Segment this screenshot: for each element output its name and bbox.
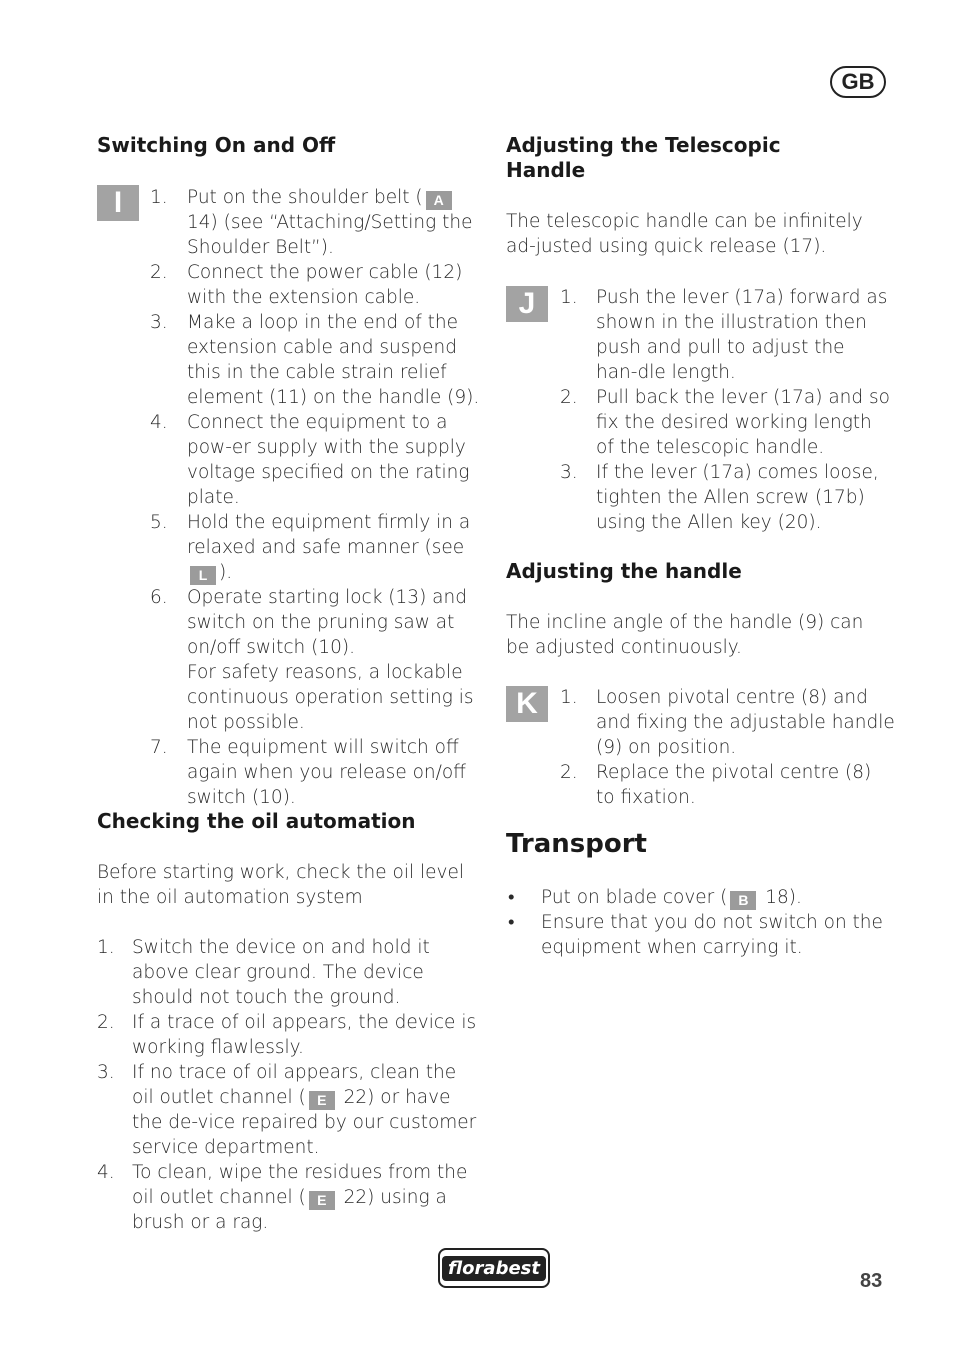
section-title-handle: Adjusting the handle bbox=[506, 559, 742, 583]
list-item: 1. Push the lever (17a) forward as shown in the illustration then push and pull to adjust the han-dle length. bbox=[560, 287, 888, 383]
page-number: 83 bbox=[860, 1270, 883, 1292]
list-item: 4. To clean, wipe the residues from the oil outlet channel ( E 22) using a brush or a rag. bbox=[97, 1162, 468, 1233]
figure-marker-j: J bbox=[506, 286, 548, 322]
list-item: 5. Hold the equipment firmly in a relaxed and safe manner (see L ). bbox=[150, 512, 471, 583]
list-item: 7. The equipment will switch off again when you release on/off switch (10). bbox=[150, 737, 466, 808]
figure-ref-badge: B bbox=[730, 891, 756, 910]
list-item: 6. Operate starting lock (13) and switch on the pruning saw at on/off switch (10). For safety reasons, a lockable continuous operation setting is not possible. bbox=[150, 587, 474, 733]
oil-steps-list bbox=[97, 935, 482, 1235]
handle-intro-text: The incline angle of the handle (9) can be adjusted continuously. bbox=[506, 612, 864, 658]
list-item: 2. Replace the pivotal centre (8) to fixation. bbox=[560, 762, 872, 808]
list-item: 3. If the lever (17a) comes loose, tighten the Allen screw (17b) using the Allen key (20). bbox=[560, 462, 879, 533]
list-item: 4. Connect the equipment to a pow-er supply with the supply voltage specified on the rating plate. bbox=[150, 412, 470, 508]
list-item: 1. Loosen pivotal centre (8) and and fixing the adjustable handle (9) on position. bbox=[560, 687, 895, 758]
telescopic-intro-text: The telescopic handle can be infinitely ad-justed using quick release (17). bbox=[506, 211, 863, 257]
oil-intro-text: Before starting work, check the oil level in the oil automation system bbox=[97, 862, 465, 908]
list-item: 2. If a trace of oil appears, the device is working flawlessly. bbox=[97, 1012, 477, 1058]
list-item: 1. Put on the shoulder belt ( A 14) (see “Attaching/Setting the Shoulder Belt”). bbox=[150, 187, 473, 258]
list-item: 3. Make a loop in the end of the extension cable and suspend this in the cable strain relief element (11) on the handle (9). bbox=[150, 312, 480, 408]
list-item: 1. Switch the device on and hold it above clear ground. The device should not touch the ground. bbox=[97, 937, 430, 1008]
figure-ref-badge: L bbox=[190, 566, 216, 585]
figure-ref-badge: A bbox=[426, 191, 452, 210]
switching-steps-list bbox=[150, 185, 482, 810]
section-title-transport: Transport bbox=[506, 829, 647, 859]
section-title-oil: Checking the oil automation bbox=[97, 809, 416, 833]
figure-marker-i: I bbox=[97, 185, 139, 221]
list-item: 2. Pull back the lever (17a) and so fix the desired working length of the telescopic handle. bbox=[560, 387, 890, 458]
brand-logo: florabest bbox=[438, 1248, 550, 1288]
list-item: 3. If no trace of oil appears, clean the oil outlet channel ( E 22) or have the de-vice repaired by our customer service department. bbox=[97, 1062, 477, 1158]
section-title-switching: Switching On and Off bbox=[97, 133, 336, 157]
handle-steps-list bbox=[560, 685, 895, 810]
transport-bullets-list bbox=[506, 885, 890, 960]
list-item: • Ensure that you do not switch on the equipment when carrying it. bbox=[508, 912, 883, 958]
figure-ref-badge: E bbox=[309, 1091, 335, 1110]
section-title-telescopic: Adjusting the Telescopic Handle bbox=[506, 133, 781, 182]
telescopic-steps-list bbox=[560, 285, 890, 535]
figure-marker-k: K bbox=[506, 686, 548, 722]
list-item: 2. Connect the power cable (12) with the extension cable. bbox=[150, 262, 463, 308]
figure-ref-badge: E bbox=[309, 1191, 335, 1210]
language-badge: GB bbox=[830, 66, 886, 98]
list-item: • Put on blade cover ( B 18). bbox=[508, 887, 802, 908]
